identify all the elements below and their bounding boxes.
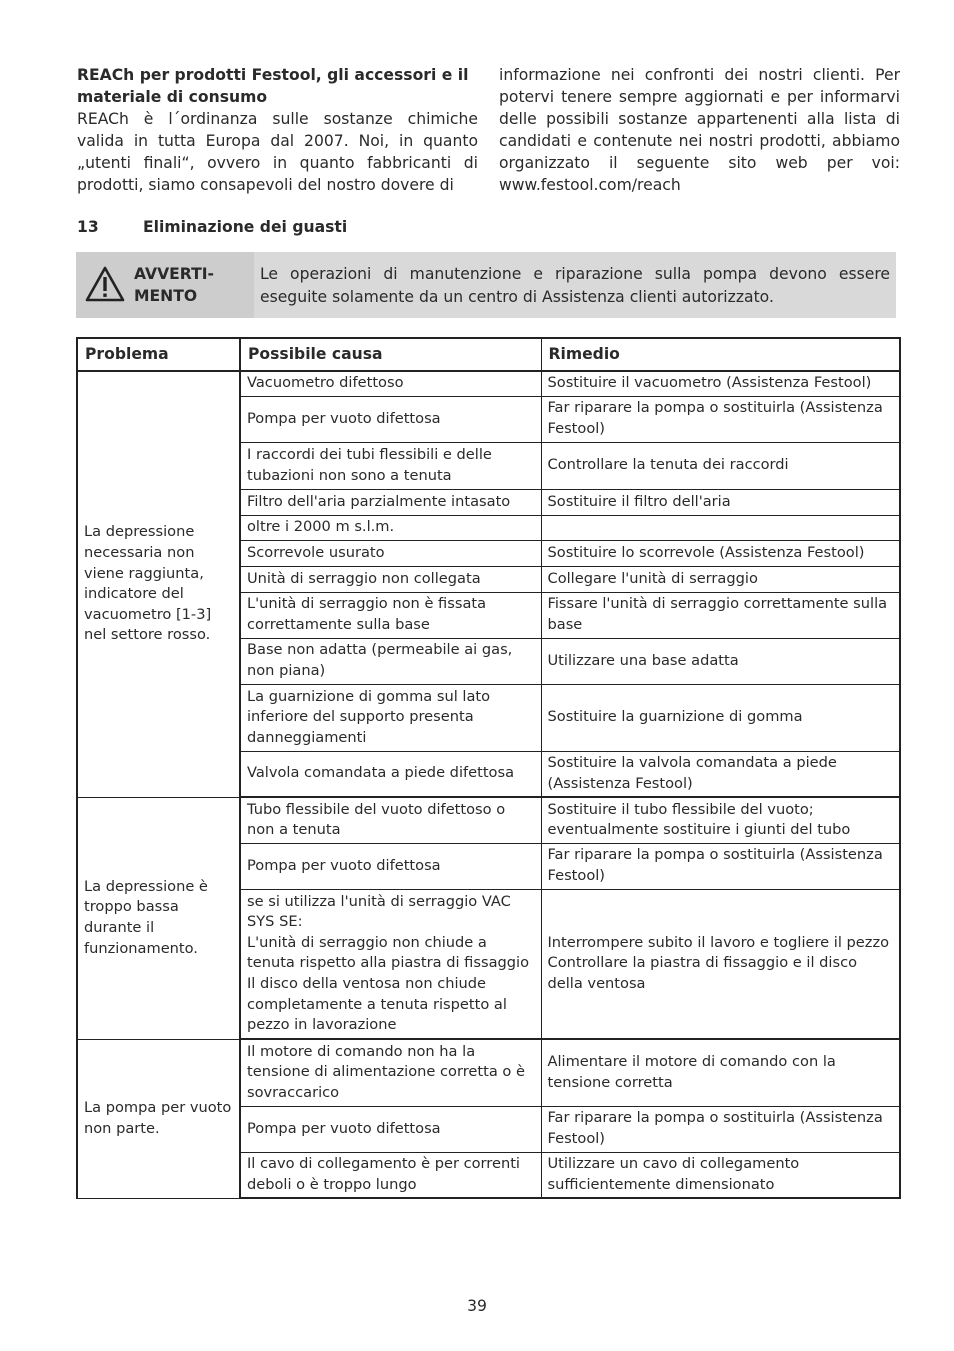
header-cause: Possibile causa <box>240 338 541 371</box>
warning-label-line2: MENTO <box>134 287 198 305</box>
table-body <box>77 371 900 1198</box>
cause-cell: Pompa per vuoto difettosa <box>240 396 541 442</box>
cause-cell: L'unità di serraggio non è fissata correttamente sulla base <box>240 592 541 638</box>
remedy-cell: Sostituire la valvola comandata a piede (Assistenza Festool) <box>541 751 900 797</box>
cause-cell: Unità di serraggio non collegata <box>240 566 541 592</box>
section-title: Eliminazione dei guasti <box>143 218 348 236</box>
cause-cell: Il motore di comando non ha la tensione di alimentazione corretta o è sovraccarico <box>240 1039 541 1106</box>
remedy-cell: Utilizzare una base adatta <box>541 638 900 684</box>
remedy-cell: Sostituire il filtro dell'aria <box>541 489 900 515</box>
cause-cell: se si utilizza l'unità di serraggio VAC SYS SE: L'unità di serraggio non chiude a tenuta rispetto alla piastra di fissaggio Il disco della ventosa non chiude completamente a tenuta rispetto al pezzo in lavorazione <box>240 889 541 1039</box>
cause-cell: Tubo flessibile del vuoto difettoso o non a tenuta <box>240 797 541 843</box>
warning-label <box>134 263 244 307</box>
troubleshooting-table <box>76 337 901 1199</box>
warning-label-box <box>76 252 254 318</box>
table-row <box>77 797 900 843</box>
remedy-cell: Interrompere subito il lavoro e togliere il pezzo Controllare la piastra di fissaggio e il disco della ventosa <box>541 889 900 1039</box>
cause-cell: Pompa per vuoto difettosa <box>240 1106 541 1152</box>
table-header-row <box>77 338 900 371</box>
cause-cell: Base non adatta (permeabile ai gas, non piana) <box>240 638 541 684</box>
cause-cell: Vacuometro difettoso <box>240 371 541 396</box>
header-remedy: Rimedio <box>541 338 900 371</box>
remedy-cell: Far riparare la pompa o sostituirla (Assistenza Festool) <box>541 396 900 442</box>
cause-cell: La guarnizione di gomma sul lato inferiore del supporto presenta danneggiamenti <box>240 684 541 751</box>
reach-text-left: REACh è l´ordinanza sulle sostanze chimiche valida in tutta Europa dal 2007. Noi, in quanto „utenti finali“, ovvero in quanto fabbricanti di prodotti, siamo consapevoli del nostro dovere di <box>77 110 478 194</box>
cause-cell: I raccordi dei tubi flessibili e delle tubazioni non sono a tenuta <box>240 442 541 489</box>
warning-text: Le operazioni di manutenzione e riparazione sulla pompa devono essere eseguite solamente da un centro di Assistenza clienti autorizzato. <box>260 265 890 306</box>
remedy-cell: Alimentare il motore di comando con la tensione corretta <box>541 1039 900 1106</box>
remedy-cell: Fissare l'unità di serraggio correttamente sulla base <box>541 592 900 638</box>
cause-cell: oltre i 2000 m s.l.m. <box>240 515 541 540</box>
cause-cell: Il cavo di collegamento è per correnti deboli o è troppo lungo <box>240 1152 541 1198</box>
section-number: 13 <box>77 218 99 236</box>
cause-cell: Scorrevole usurato <box>240 540 541 566</box>
cause-cell: Pompa per vuoto difettosa <box>240 843 541 889</box>
remedy-cell: Utilizzare un cavo di collegamento sufficientemente dimensionato <box>541 1152 900 1198</box>
warning-triangle-icon <box>85 266 125 302</box>
remedy-cell: Sostituire la guarnizione di gomma <box>541 684 900 751</box>
remedy-cell: Far riparare la pompa o sostituirla (Assistenza Festool) <box>541 843 900 889</box>
problem-cell: La depressione necessaria non viene raggiunta, indicatore del vacuometro [1-3] nel settore rosso. <box>77 371 240 797</box>
cause-cell: Filtro dell'aria parzialmente intasato <box>240 489 541 515</box>
reach-title: REACh per prodotti Festool, gli accessori e il materiale di consumo <box>77 66 469 106</box>
reach-column-left <box>77 64 478 196</box>
cause-cell: Valvola comandata a piede difettosa <box>240 751 541 797</box>
remedy-cell: Sostituire il vacuometro (Assistenza Festool) <box>541 371 900 396</box>
warning-box <box>76 252 896 318</box>
problem-cell: La depressione è troppo bassa durante il funzionamento. <box>77 797 240 1039</box>
remedy-cell: Far riparare la pompa o sostituirla (Assistenza Festool) <box>541 1106 900 1152</box>
problem-cell: La pompa per vuoto non parte. <box>77 1039 240 1198</box>
reach-column-right <box>499 64 900 196</box>
table-row <box>77 1039 900 1106</box>
reach-text-right: informazione nei confronti dei nostri clienti. Per potervi tenere sempre aggiornati e per informarvi delle possibili sostanze appartenenti alla lista di candidati e contenute nei nostri prodotti, abbiamo organizzato il seguente sito web per voi: www.festool.com/reach <box>499 66 900 194</box>
remedy-cell <box>541 515 900 540</box>
warning-label-line1: AVVERTI- <box>134 265 215 283</box>
remedy-cell: Sostituire il tubo flessibile del vuoto; eventualmente sostituire i giunti del tubo <box>541 797 900 843</box>
table-row <box>77 371 900 396</box>
remedy-cell: Controllare la tenuta dei raccordi <box>541 442 900 489</box>
remedy-cell: Collegare l'unità di serraggio <box>541 566 900 592</box>
remedy-cell: Sostituire lo scorrevole (Assistenza Festool) <box>541 540 900 566</box>
section-heading <box>77 216 347 238</box>
page-number: 39 <box>467 1297 487 1315</box>
header-problem: Problema <box>77 338 240 371</box>
